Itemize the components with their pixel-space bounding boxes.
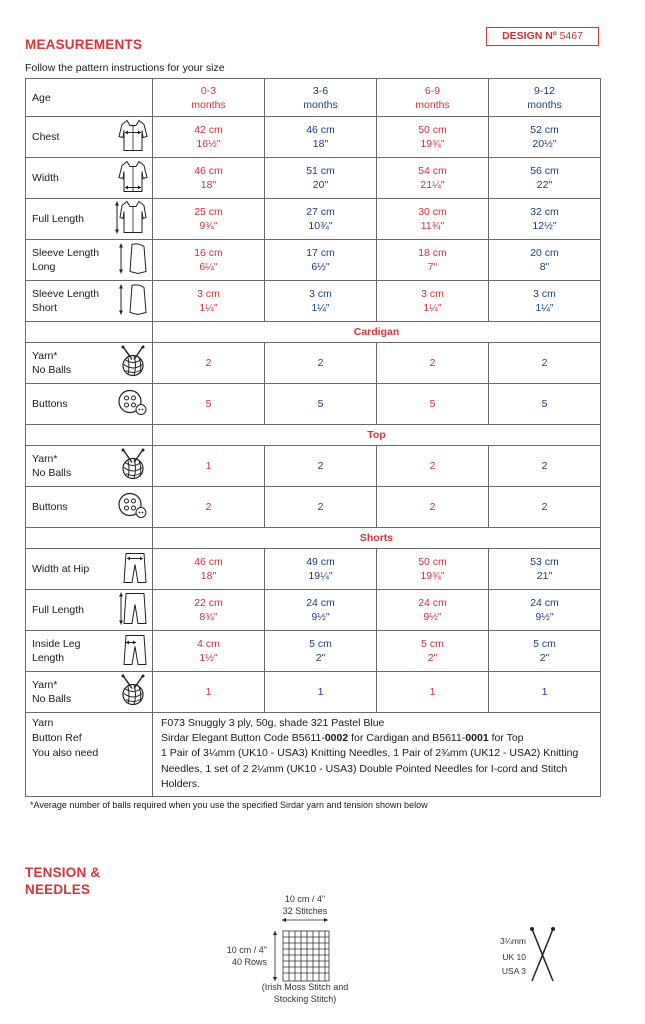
measurements-table	[25, 78, 601, 797]
value-cell: 50 cm 19¾"	[377, 549, 489, 590]
tension-gauge-diagram	[225, 893, 375, 1013]
value-cell: 54 cm 21¼"	[377, 158, 489, 199]
value-cell: 49 cm 19¼"	[265, 549, 377, 590]
size-header: 3-6 months	[265, 79, 377, 117]
value-cell: 2	[377, 343, 489, 384]
value-cell: 5	[489, 384, 601, 425]
footnote: *Average number of balls required when you use the specified Sirdar yarn and tension shown below	[30, 800, 428, 810]
value-cell: 1	[377, 672, 489, 713]
section-header-top	[26, 425, 601, 446]
needle-usa-label: USA 3	[501, 966, 526, 976]
gauge-grid	[283, 931, 329, 981]
gauge-stitch-label-1: (Irish Moss Stitch and	[261, 982, 349, 992]
chest-row	[26, 117, 601, 158]
yarn-ball-icon	[118, 346, 148, 381]
shorts-length-row	[26, 590, 601, 631]
value-cell: 3 cm 1¼"	[489, 281, 601, 322]
needle-uk-label: UK 10	[502, 952, 526, 962]
yarn-ball-icon	[118, 449, 148, 484]
value-cell: 52 cm 20½"	[489, 117, 601, 158]
section-title: Top	[153, 425, 601, 446]
design-number: 5467	[559, 30, 583, 42]
cardigan-length-icon	[114, 200, 148, 239]
yarn-info-label: Yarn	[32, 717, 54, 729]
value-cell: 4 cm 1½"	[153, 631, 265, 672]
sleeve-long-label: Sleeve Length Long	[26, 240, 153, 281]
value-cell: 3 cm 1¼"	[153, 281, 265, 322]
value-cell: 2	[489, 487, 601, 528]
sleeve-icon	[118, 283, 148, 320]
cardigan-buttons-row	[26, 384, 601, 425]
gauge-rows-label: 40 Rows	[231, 957, 267, 967]
shorts-length-icon	[118, 591, 148, 630]
tension-heading: TENSION & NEEDLES	[25, 865, 101, 897]
also-need-label: You also need	[32, 747, 99, 760]
value-cell: 22 cm 8¾"	[153, 590, 265, 631]
shorts-yarn-row	[26, 672, 601, 713]
size-header: 6-9 months	[377, 79, 489, 117]
gauge-width-label: 10 cm / 4"	[284, 894, 326, 904]
intro-text: Follow the pattern instructions for your size	[25, 62, 225, 74]
section-title: Cardigan	[153, 322, 601, 343]
value-cell: 2	[377, 446, 489, 487]
value-cell: 24 cm 9½"	[489, 590, 601, 631]
button-icon	[116, 491, 148, 524]
value-cell: 2	[265, 487, 377, 528]
design-number-badge	[486, 27, 599, 46]
cardigan-chest-icon	[118, 119, 148, 156]
buttons-label: Buttons	[26, 487, 153, 528]
needle-size-diagram	[497, 925, 567, 985]
chest-label: Chest	[26, 117, 153, 158]
buttons-label: Buttons	[26, 384, 153, 425]
cardigan-width-icon	[118, 160, 148, 197]
value-cell: 2	[265, 343, 377, 384]
shorts-length-label: Full Length	[26, 590, 153, 631]
sleeve-short-row	[26, 281, 601, 322]
value-cell: 1	[265, 672, 377, 713]
needle-size-label: 3¼mm	[500, 936, 526, 946]
value-cell: 2	[377, 487, 489, 528]
age-row	[26, 79, 601, 117]
value-cell: 5 cm 2"	[265, 631, 377, 672]
gauge-stitch-label-2: Stocking Stitch)	[273, 994, 337, 1004]
value-cell: 17 cm 6½"	[265, 240, 377, 281]
yarn-ball-icon	[118, 675, 148, 710]
value-cell: 53 cm 21"	[489, 549, 601, 590]
value-cell: 51 cm 20"	[265, 158, 377, 199]
value-cell: 18 cm 7"	[377, 240, 489, 281]
value-cell: 24 cm 9½"	[265, 590, 377, 631]
value-cell: 56 cm 22"	[489, 158, 601, 199]
sleeve-icon	[118, 242, 148, 279]
width-label: Width	[26, 158, 153, 199]
size-header: 9-12 months	[489, 79, 601, 117]
gauge-height-label: 10 cm / 4"	[226, 945, 267, 955]
value-cell: 50 cm 19¾"	[377, 117, 489, 158]
value-cell: 20 cm 8"	[489, 240, 601, 281]
top-yarn-row	[26, 446, 601, 487]
cardigan-yarn-row	[26, 343, 601, 384]
value-cell: 2	[153, 343, 265, 384]
yarn-label: Yarn* No Balls	[26, 446, 153, 487]
value-cell: 1	[153, 446, 265, 487]
section-title: Shorts	[153, 528, 601, 549]
sleeve-short-label: Sleeve Length Short	[26, 281, 153, 322]
value-cell: 2	[153, 487, 265, 528]
gauge-stitches-label: 32 Stitches	[282, 906, 328, 916]
value-cell: 3 cm 1¼"	[265, 281, 377, 322]
value-cell: 5 cm 2"	[377, 631, 489, 672]
full-length-label: Full Length	[26, 199, 153, 240]
value-cell: 2	[489, 343, 601, 384]
value-cell: 5	[153, 384, 265, 425]
value-cell: 46 cm 18"	[153, 549, 265, 590]
button-ref-label: Button Ref	[32, 732, 82, 745]
inside-leg-icon	[122, 633, 148, 670]
value-cell: 1	[489, 672, 601, 713]
value-cell: 5 cm 2"	[489, 631, 601, 672]
button-icon	[116, 388, 148, 421]
value-cell: 1	[153, 672, 265, 713]
value-cell: 3 cm 1¼"	[377, 281, 489, 322]
value-cell: 42 cm 16½"	[153, 117, 265, 158]
also-need-value: 1 Pair of 3¼mm (UK10 - USA3) Knitting Needles, 1 Pair of 2¾mm (UK12 - USA2) Knitting Needles, 1 set of 2 2¼mm (UK10 - USA3) Double Pointed Needles for I-cord and Stitch Holders.	[161, 747, 579, 790]
width-hip-label: Width at Hip	[26, 549, 153, 590]
materials-values	[153, 713, 601, 797]
age-label: Age	[26, 79, 153, 117]
materials-labels	[26, 713, 153, 797]
size-header: 0-3 months	[153, 79, 265, 117]
shorts-width-row	[26, 549, 601, 590]
materials-row	[26, 713, 601, 797]
yarn-info-value: F073 Snuggly 3 ply, 50g, shade 321 Pastel Blue	[161, 717, 385, 729]
value-cell: 32 cm 12½"	[489, 199, 601, 240]
yarn-label: Yarn* No Balls	[26, 672, 153, 713]
full-length-row	[26, 199, 601, 240]
value-cell: 2	[489, 446, 601, 487]
value-cell: 24 cm 9½"	[377, 590, 489, 631]
yarn-label: Yarn* No Balls	[26, 343, 153, 384]
button-ref-value: Sirdar Elegant Button Code B5611-0002 for Cardigan and B5611-0001 for Top	[161, 732, 524, 745]
value-cell: 5	[377, 384, 489, 425]
value-cell: 46 cm 18"	[265, 117, 377, 158]
value-cell: 27 cm 10¾"	[265, 199, 377, 240]
inside-leg-row	[26, 631, 601, 672]
page-title: MEASUREMENTS	[25, 37, 143, 52]
value-cell: 5	[265, 384, 377, 425]
value-cell: 2	[265, 446, 377, 487]
inside-leg-label: Inside Leg Length	[26, 631, 153, 672]
section-header-shorts	[26, 528, 601, 549]
value-cell: 25 cm 9¾"	[153, 199, 265, 240]
top-buttons-row	[26, 487, 601, 528]
shorts-width-icon	[122, 551, 148, 588]
design-label: DESIGN Nº	[502, 30, 557, 42]
value-cell: 16 cm 6¼"	[153, 240, 265, 281]
value-cell: 46 cm 18"	[153, 158, 265, 199]
needles-icon	[530, 927, 555, 981]
sleeve-long-row	[26, 240, 601, 281]
value-cell: 30 cm 11¾"	[377, 199, 489, 240]
width-row	[26, 158, 601, 199]
section-header-cardigan	[26, 322, 601, 343]
